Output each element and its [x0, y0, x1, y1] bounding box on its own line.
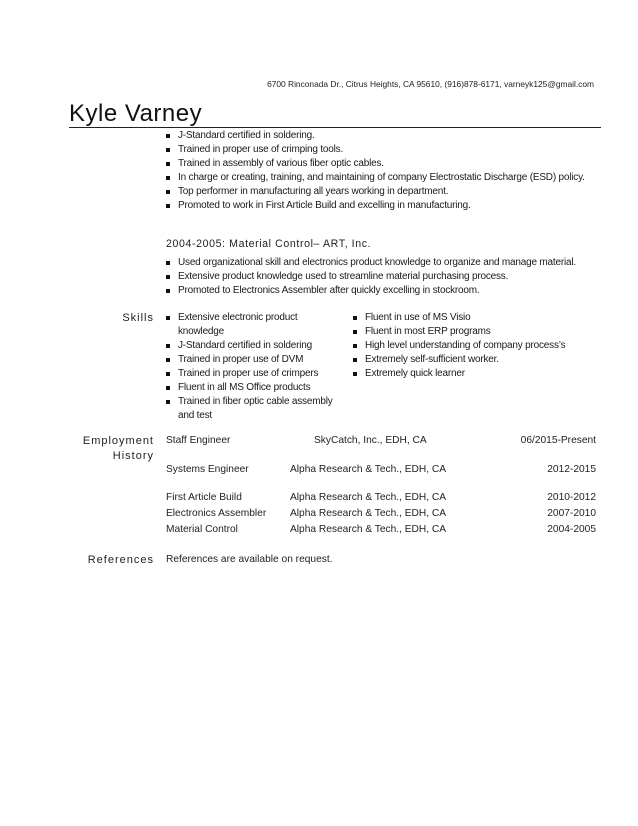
list-item: Trained in proper use of DVM: [166, 353, 346, 367]
name-divider: [69, 127, 601, 128]
experience-bullets: [166, 129, 606, 213]
list-item: Extensive electronic product knowledge: [166, 311, 346, 339]
list-item: Fluent in use of MS Visio: [353, 311, 603, 325]
skills-label: Skills: [122, 312, 154, 324]
table-row: [166, 492, 596, 506]
job-company: SkyCatch, Inc., EDH, CA: [314, 435, 427, 446]
references-text: References are available on request.: [166, 554, 333, 565]
list-item: Used organizational skill and electronics product knowledge to organize and manage material.: [166, 256, 606, 270]
job-dates: 2004-2005: [547, 524, 596, 535]
list-item: Extremely self-sufficient worker.: [353, 353, 603, 367]
job-dates: 2012-2015: [547, 464, 596, 475]
references-label: References: [87, 554, 154, 566]
list-item: Trained in fiber optic cable assembly and test: [166, 395, 346, 423]
job-company: Alpha Research & Tech., EDH, CA: [290, 524, 447, 535]
material-control-heading: 2004-2005: Material Control– ART, Inc.: [166, 238, 372, 250]
job-dates: 06/2015-Present: [520, 435, 596, 446]
skills-right-list: [353, 311, 603, 381]
employment-label-line1: Employment: [82, 435, 154, 447]
skills-left-list: [166, 311, 346, 423]
table-row: [166, 435, 596, 449]
list-item: Extremely quick learner: [353, 367, 603, 381]
table-row: [166, 524, 596, 538]
list-item: Promoted to work in First Article Build and excelling in manufacturing.: [166, 199, 606, 213]
contact-line: 6700 Rinconada Dr., Citrus Heights, CA 95610, (916)878-6171, varneyk125@gmail.com: [267, 79, 594, 89]
table-row: [166, 508, 596, 522]
resume-name: Kyle Varney: [69, 100, 203, 127]
employment-history-label: [83, 434, 154, 464]
job-company: Alpha Research & Tech., EDH, CA: [290, 464, 447, 475]
list-item: Top performer in manufacturing all years working in department.: [166, 185, 606, 199]
list-item: Trained in proper use of crimpers: [166, 367, 346, 381]
job-title: Electronics Assembler: [166, 508, 267, 519]
job-dates: 2007-2010: [547, 508, 596, 519]
job-dates: 2010-2012: [547, 492, 596, 503]
employment-label-line2: History: [112, 450, 154, 462]
job-title: Material Control: [166, 524, 238, 535]
material-control-bullets: [166, 256, 606, 298]
list-item: Trained in assembly of various fiber optic cables.: [166, 157, 606, 171]
list-item: Trained in proper use of crimping tools.: [166, 143, 606, 157]
job-title: First Article Build: [166, 492, 242, 503]
table-row: [166, 464, 596, 478]
list-item: High level understanding of company process’s: [353, 339, 603, 353]
job-company: Alpha Research & Tech., EDH, CA: [290, 492, 447, 503]
list-item: J-Standard certified in soldering.: [166, 129, 606, 143]
list-item: In charge or creating, training, and maintaining of company Electrostatic Discharge (ESD) policy.: [166, 171, 606, 185]
job-company: Alpha Research & Tech., EDH, CA: [290, 508, 447, 519]
list-item: J-Standard certified in soldering: [166, 339, 346, 353]
list-item: Promoted to Electronics Assembler after quickly excelling in stockroom.: [166, 284, 606, 298]
list-item: Fluent in all MS Office products: [166, 381, 346, 395]
list-item: Extensive product knowledge used to streamline material purchasing process.: [166, 270, 606, 284]
job-title: Systems Engineer: [166, 464, 249, 475]
job-title: Staff Engineer: [166, 435, 231, 446]
list-item: Fluent in most ERP programs: [353, 325, 603, 339]
